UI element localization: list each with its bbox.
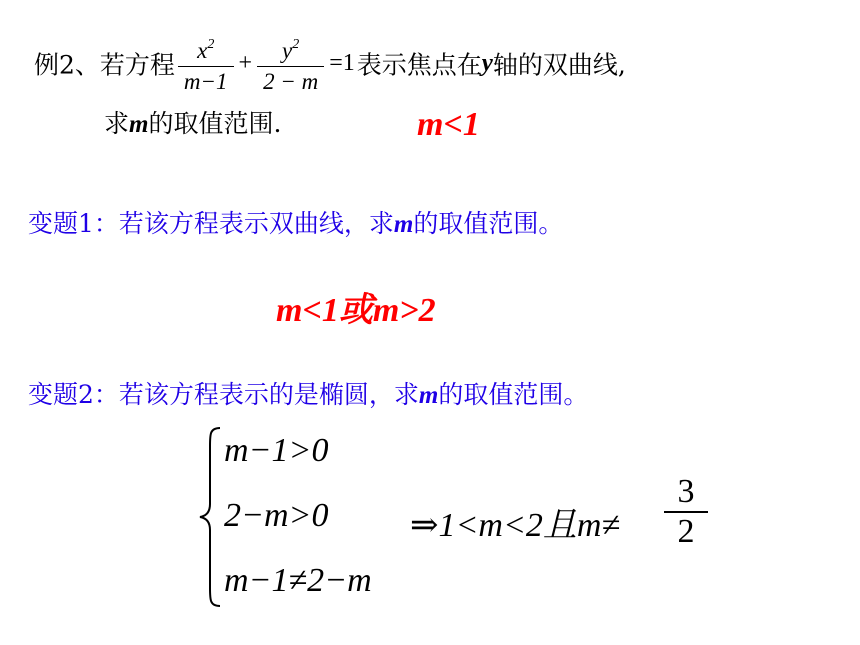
plus-sign: + xyxy=(238,50,253,76)
fraction-y-squared xyxy=(257,30,324,97)
example-question-line2 xyxy=(104,104,281,140)
frac1-denominator: m−1 xyxy=(178,66,234,97)
inequality-row-3: m−1≠2−m xyxy=(224,562,372,599)
line2-suffix: 的取值范围. xyxy=(148,109,282,138)
inequality-row-1: m−1>0 xyxy=(224,432,329,469)
y-variable: y xyxy=(481,49,493,77)
fraction-x-squared xyxy=(178,30,234,97)
exponent-2b: 2 xyxy=(292,37,300,52)
m-variable: m xyxy=(129,111,149,138)
equals-one: =1 xyxy=(329,50,355,76)
variant2-prefix: 变题2：若该方程表示的是椭圆，求 xyxy=(28,380,419,409)
fraction-three-halves xyxy=(664,473,708,551)
inequality-row-2: 2−m>0 xyxy=(224,497,329,534)
solution-result: ⇒1<m<2且m≠ xyxy=(410,507,621,544)
variant-1-question xyxy=(28,204,563,240)
variant2-suffix: 的取值范围。 xyxy=(438,380,589,409)
text-hyperbola: 轴的双曲线, xyxy=(492,50,626,80)
exponent-2: 2 xyxy=(207,37,215,52)
answer2-part1: m<1或 xyxy=(276,292,373,329)
frac32-denominator: 2 xyxy=(664,511,708,551)
line2-prefix: 求 xyxy=(104,109,130,138)
left-brace-icon xyxy=(198,426,222,608)
frac2-denominator: 2 − m xyxy=(257,66,324,97)
frac1-numerator: x xyxy=(197,38,208,63)
frac32-numerator: 3 xyxy=(677,473,695,510)
variant1-m: m xyxy=(393,211,414,238)
variant-2-question xyxy=(28,375,588,411)
example-question-line1 xyxy=(34,30,626,94)
text-focus-on: 表示焦点在 xyxy=(356,50,482,80)
variant1-prefix: 变题1：若该方程表示双曲线，求 xyxy=(28,209,394,238)
frac2-numerator: y xyxy=(282,38,293,63)
example-label: 例2、若方程 xyxy=(34,50,175,80)
answer-1: m<1 xyxy=(417,106,480,143)
variant1-suffix: 的取值范围。 xyxy=(413,209,564,238)
answer2-part2: m>2 xyxy=(372,292,436,329)
variant2-m: m xyxy=(418,382,439,409)
answer-2 xyxy=(276,282,436,331)
